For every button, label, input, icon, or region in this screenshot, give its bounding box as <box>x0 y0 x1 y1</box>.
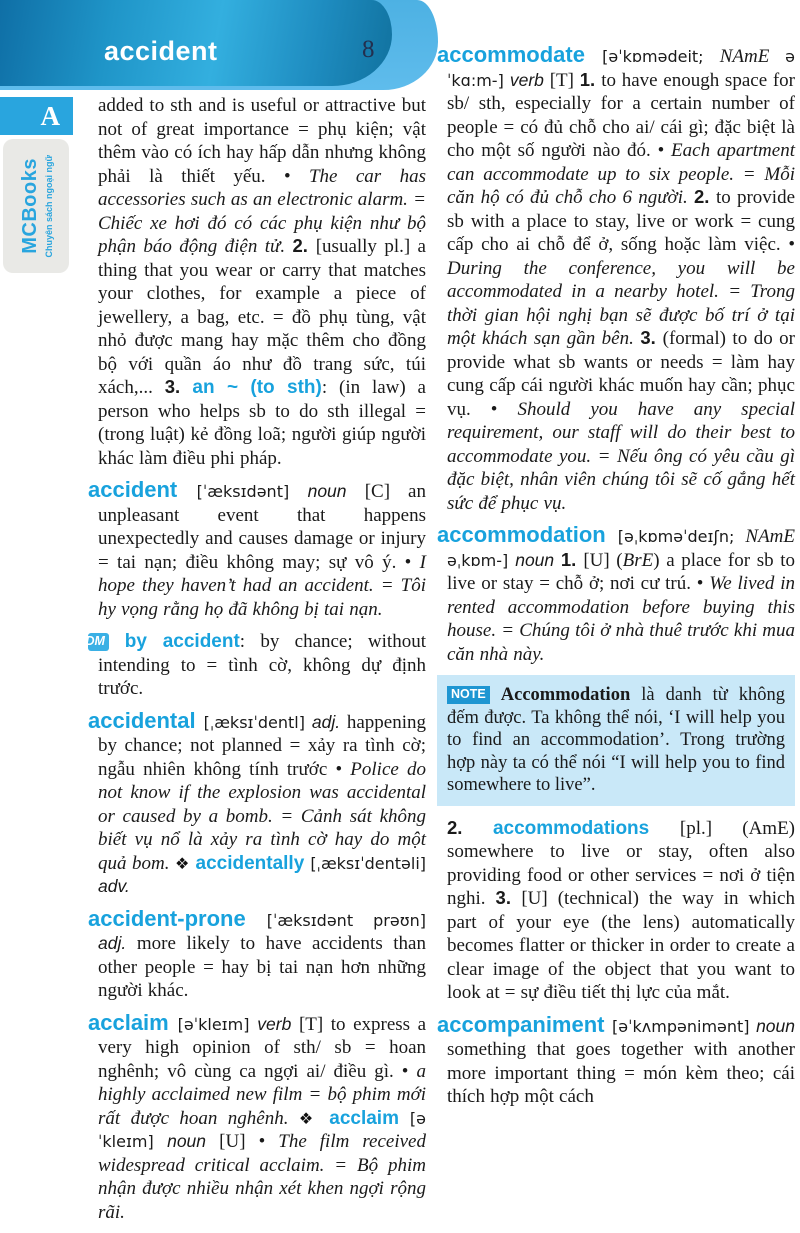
part-of-speech: verb <box>257 1013 299 1034</box>
note-badge: NOTE <box>447 686 490 704</box>
example-text: The film received widespread critical acclaim. = Bộ phim nhận được nhiều nhận xét khen ngợi rộng rãi. <box>98 1131 426 1223</box>
example-text: NAmE <box>719 46 786 67</box>
part-of-speech: noun <box>756 1015 795 1036</box>
entry-accommodation <box>437 524 795 666</box>
phonetic-transcription: [ˈæksɪdənt] <box>196 482 308 501</box>
sense-number: 2. <box>292 235 316 256</box>
definition-text: (formal) to do or provide what sb wants or needs = làm hay cung cấp cái người khác muốn hay cần; phục vụ. • <box>447 328 796 420</box>
publisher-logo-text: MCBooks <box>18 158 41 254</box>
letter-index-tab: A <box>0 97 73 135</box>
part-of-speech: noun <box>167 1131 220 1151</box>
diamond-icon: ❖ <box>298 1108 330 1128</box>
phonetic-transcription: [ˌæksɪˈdentl] <box>203 712 312 732</box>
entry-accident-prone <box>88 905 426 1003</box>
sub-headword: accommodations <box>492 817 680 839</box>
entry-accident <box>88 479 426 621</box>
running-head-word: accident <box>104 36 218 66</box>
headword: accommodation <box>437 522 618 547</box>
publisher-brand-box <box>3 139 69 273</box>
sub-headword: by accident <box>108 631 240 652</box>
sense-number: 3. <box>164 376 193 397</box>
phonetic-transcription: əˈkɑ:m-] <box>447 47 795 90</box>
example-text: The car has accessories such as an electronic alarm. = Chiếc xe hơi đó có các phụ kiện như bộ phận báo động điện tử. <box>98 165 426 257</box>
part-of-speech: noun <box>515 549 561 570</box>
sense-number: 2. <box>447 816 493 838</box>
note-accommodation <box>437 675 795 806</box>
entry-accessory-continuation <box>88 94 426 470</box>
column-left <box>82 94 427 1233</box>
example-text: BrE <box>622 549 654 571</box>
headword: accidental <box>88 707 204 733</box>
definition-text: là danh từ không đếm được. Ta không thể nói, ‘I will help you to find an accommodation’. Trong trường hợp này ta có thể nói “I will help you to find somewhere to live”. <box>447 685 786 796</box>
headword: accommodate <box>437 42 603 67</box>
definition-text: : (in law) a person who helps sb to do sth illegal = (trong luật) kẻ đồng loã; người giúp người khác làm điều phi pháp. <box>98 377 426 469</box>
idm-badge: IDM <box>88 633 109 651</box>
definition-text: added to sth and is useful or attractive but not of great importance = phụ kiện; vật thêm vào có ích hay hấp dẫn nhưng không phải là thiết yếu. • <box>98 95 426 187</box>
entry-accommodate <box>437 44 795 515</box>
sub-headword: acclaim <box>329 1107 410 1129</box>
idiom-by-accident <box>82 630 426 701</box>
publisher-tagline: Chuyên sách ngoại ngữ <box>43 154 54 258</box>
sub-headword: accidentally <box>195 852 311 874</box>
phonetic-transcription: [əˈkɒmədeit; <box>602 47 720 66</box>
entry-accommodations <box>437 817 795 1005</box>
definition-text: [C] an unpleasant event that happens unexpectedly and causes damage or injury = tai nạn; điều không may; sự vô ý. • <box>98 481 426 573</box>
column-right <box>437 44 795 1118</box>
part-of-speech: verb <box>509 69 550 90</box>
definition-text: [usually pl.] a thing that you wear or carry that matches your clothes, for example a piece of jewellery, a bag, etc. = đồ phụ tùng, vật nhỏ được mang hay mặc thêm cho đồng bộ với quần áo như đồ trang sức, túi xách,... <box>98 236 426 398</box>
phonetic-transcription: [ˈæksɪdənt prəʊn] <box>266 910 426 930</box>
example-text: During the conference, you will be accommodated in a nearby hotel. = Trong thời gian hội nghị bạn sẽ được bố trí ở tại một khách sạn gần bên. <box>447 257 795 349</box>
definition-text: ) a place for sb to live or stay = chỗ ở; nơi cư trú. • <box>447 549 795 594</box>
sense-number: 3. <box>495 887 522 909</box>
part-of-speech: adj. <box>311 711 347 732</box>
example-text: Police do not know if the explosion was accidental or caused by a bomb. = Cảnh sát không biết vụ nổ là xảy ra tình cờ hay do một quả bom. <box>98 758 427 874</box>
definition-text: [T] to express a very high opinion of sth/ sb = hoan nghênh; vô cùng ca ngợi ai/ điều gì. • <box>98 1013 426 1082</box>
definition-text: : by chance; without intending to = tình cờ, không dự định trước. <box>98 631 426 699</box>
bold-text: Accommodation <box>500 685 642 705</box>
definition-text: [pl.] (AmE) somewhere to live or stay, often also providing food or other services = nơi ở tiện nghi. <box>447 817 795 910</box>
phonetic-transcription: əˌkɒm-] <box>447 550 516 570</box>
sub-headword: an ~ (to sth) <box>192 377 322 398</box>
example-text: We lived in rented accommodation before buying this house. = Chúng tôi ở nhà thuê trước khi mua căn nhà này. <box>447 573 795 665</box>
definition-text: more likely to have accidents than other people = hay bị tai nạn hơn những người khác. <box>98 933 426 1001</box>
entry-acclaim <box>88 1009 426 1225</box>
definition-text: [U] (technical) the way in which part of your eye (the lens) automatically becomes flatter or thicker in order to create a clear image of the object that you want to look at = sự điều tiết thị lực của mắt. <box>447 888 795 1004</box>
phonetic-transcription: [əˈkleɪm] <box>177 1014 258 1034</box>
definition-text: [U] ( <box>583 549 623 571</box>
definition-text: happening by chance; not planned = xảy ra tình cờ; ngẫu nhiên không tính trước • <box>98 711 427 780</box>
example-text: I hope they haven’t had an accident. = Tôi hy vọng rằng họ đã không bị tai nạn. <box>98 551 426 620</box>
part-of-speech: adv. <box>98 876 130 896</box>
definition-text: to have enough space for sb/ sth, especially for a certain number of people = có đủ chỗ cho ai/ cái gì; đặc biệt là cho một số người nào đó. • <box>447 69 795 161</box>
part-of-speech: noun <box>307 481 365 501</box>
diamond-icon: ❖ <box>174 853 196 873</box>
sense-number: 2. <box>693 186 716 207</box>
definition-text: [U] • <box>219 1131 279 1152</box>
sense-number: 1. <box>579 68 602 90</box>
entry-accompaniment <box>437 1011 795 1109</box>
definition-text: [T] <box>549 69 580 91</box>
phonetic-transcription: [əˌkɒməˈdeɪʃn; <box>617 527 746 546</box>
entry-accidental <box>88 707 427 899</box>
phonetic-transcription: [ˌæksɪˈdentəli] <box>310 853 426 873</box>
headword: accident <box>88 477 197 502</box>
phonetic-transcription: [əˈkleɪm] <box>98 1108 426 1151</box>
definition-text <box>490 685 501 705</box>
example-text: NAmE <box>745 526 795 547</box>
definition-text: to provide sb with a place to stay, live or work = cung cấp cho ai chỗ để ở, sống hoặc làm việc. • <box>447 187 796 255</box>
headword: acclaim <box>88 1009 178 1035</box>
example-text: Should you have any special requirement, our staff will do their best to accommodate you. = Nếu ông có yêu cầu gì đặc biệt, nhân viên chúng tôi sẽ cố gắng hết sức để phục vụ. <box>447 398 796 514</box>
headword: accident-prone <box>88 905 267 931</box>
sense-number: 3. <box>640 327 663 348</box>
example-text: Each apartment can accommodate up to six people. = Mỗi căn hộ có đủ chỗ cho 6 người. <box>447 140 795 208</box>
sense-number: 1. <box>560 548 584 570</box>
example-text: a highly acclaimed new film = bộ phim mới rất được hoan nghênh. <box>98 1060 426 1129</box>
definition-text: something that goes together with another more important thing = món kèm theo; cái thích hợp một cách <box>447 1039 795 1108</box>
page-number: 8 <box>362 36 375 63</box>
headword: accompaniment <box>437 1011 613 1037</box>
phonetic-transcription: [əˈkʌmpənimənt] <box>612 1016 757 1036</box>
part-of-speech: adj. <box>98 933 137 953</box>
